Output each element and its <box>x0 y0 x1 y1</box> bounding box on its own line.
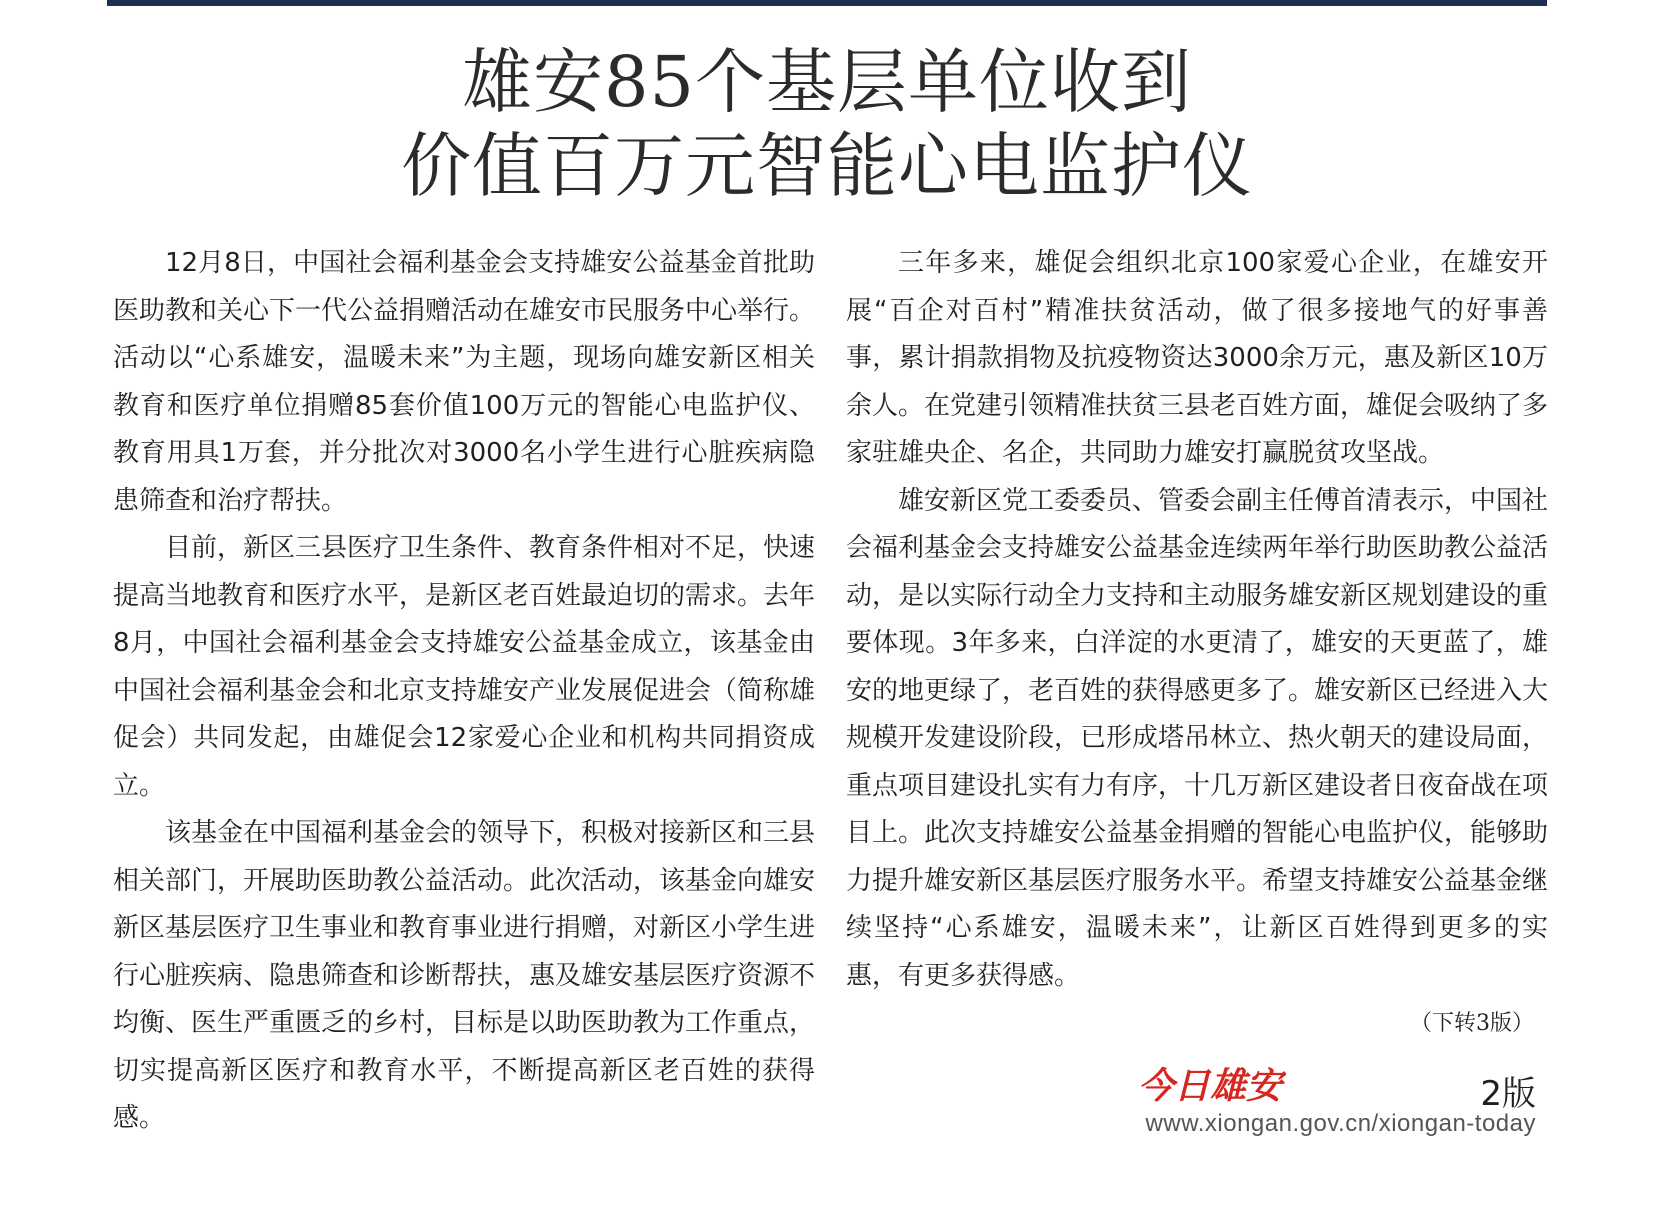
paragraph: 雄安新区党工委委员、管委会副主任傅首清表示，中国社会福利基金会支持雄安公益基金连续两年举行助医助教公益活动，是以实际行动全力支持和主动服务雄安新区规划建设的重要体现。3年多来，白洋淀的水更清了，雄安的天更蓝了，雄安的地更绿了，老百姓的获得感更多了。雄安新区已经进入大规模开发建设阶段，已形成塔吊林立、热火朝天的建设局面，重点项目建设扎实有力有序，十几万新区建设者日夜奋战在项目上。此次支持雄安公益基金捐赠的智能心电监护仪，能够助力提升雄安新区基层医疗服务水平。希望支持雄安公益基金继续坚持“心系雄安，温暖未来”，让新区百姓得到更多的实惠，有更多获得感。 <box>846 485 1549 991</box>
jinri-xiongan-logo <box>1136 1060 1286 1110</box>
logo-text: 今日雄安 <box>1138 1065 1283 1107</box>
footer-brand <box>1136 1060 1536 1170</box>
right-column <box>846 240 1548 1000</box>
paragraph: 该基金在中国福利基金会的领导下，积极对接新区和三县相关部门，开展助医助教公益活动。此次活动，该基金向雄安新区基层医疗卫生事业和教育事业进行捐赠，对新区小学生进行心脏疾病、隐患筛查和诊断帮扶，惠及雄安基层医疗资源不均衡、医生严重匮乏的乡村，目标是以助医助教为工作重点，切实提高新区医疗和教育水平，不断提高新区老百姓的获得感。 <box>113 818 816 1133</box>
continued-note: （下转3版） <box>1410 1011 1534 1036</box>
paragraph: 目前，新区三县医疗卫生条件、教育条件相对不足，快速提高当地教育和医疗水平，是新区老百姓最迫切的需求。去年8月，中国社会福利基金会支持雄安公益基金成立，该基金由中国社会福利基金会和北京支持雄安产业发展促进会（简称雄促会）共同发起，由雄促会12家爱心企业和机构共同捐资成立。 <box>113 533 816 801</box>
site-url[interactable]: www.xiongan.gov.cn/xiongan-today <box>1145 1110 1536 1137</box>
headline-line-1: 雄安85个基层单位收到 <box>461 41 1193 123</box>
headline <box>0 40 1654 208</box>
page-number: 2版 <box>1480 1074 1536 1114</box>
top-rule <box>107 0 1547 6</box>
paragraph: 三年多来，雄促会组织北京100家爱心企业，在雄安开展“百企对百村”精准扶贫活动，做了很多接地气的好事善事，累计捐款捐物及抗疫物资达3000余万元，惠及新区10万余人。在党建引领精准扶贫三县老百姓方面，雄促会吸纳了多家驻雄央企、名企，共同助力雄安打赢脱贫攻坚战。 <box>846 248 1549 468</box>
headline-line-2: 价值百万元智能心电监护仪 <box>401 125 1253 207</box>
paragraph: 12月8日，中国社会福利基金会支持雄安公益基金首批助医助教和关心下一代公益捐赠活动在雄安市民服务中心举行。活动以“心系雄安，温暖未来”为主题，现场向雄安新区相关教育和医疗单位捐赠85套价值100万元的智能心电监护仪、教育用具1万套，并分批次对3000名小学生进行心脏疾病隐患筛查和治疗帮扶。 <box>113 248 816 516</box>
left-column <box>113 240 815 1143</box>
